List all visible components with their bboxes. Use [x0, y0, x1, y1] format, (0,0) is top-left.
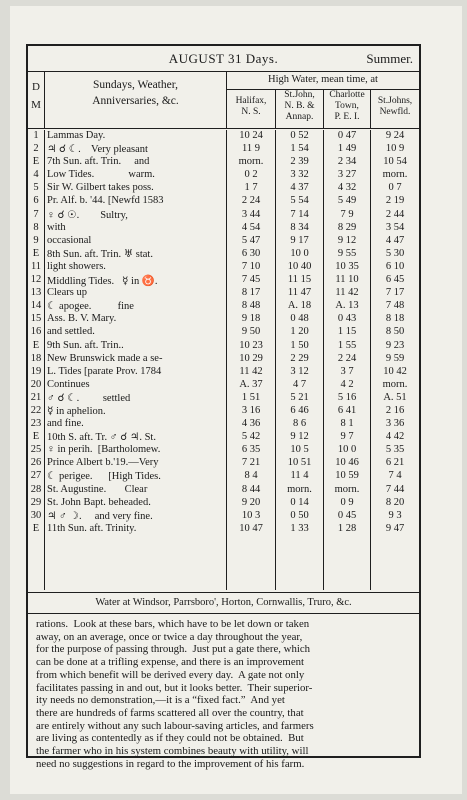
stjohn-time: 1 20 [290, 326, 309, 338]
table-row [28, 444, 419, 457]
halifax-header: Halifax, N. S. [227, 90, 276, 128]
charlottetown-time: morn. [334, 483, 360, 495]
charlottetown-time: 5 49 [337, 195, 357, 207]
table-row [28, 470, 419, 483]
windsor-note: Water at Windsor, Parrsboro', Horton, Cornwallis, Truro, &c. [28, 592, 419, 614]
event-cell: L. Tides [parate Prov. 1784 [47, 365, 162, 377]
halifax-time: 1 51 [241, 391, 261, 403]
stjohns-time: 5 35 [385, 444, 405, 456]
stjohn-header: St.John, N. B. & Annap. [276, 90, 324, 128]
event-cell: Ass. B. V. Mary. [47, 313, 117, 325]
charlottetown-time: 3 27 [337, 169, 357, 181]
day-cell: 4 [33, 169, 39, 181]
stjohns-time: 3 54 [385, 221, 405, 233]
table-row [28, 222, 419, 235]
charlottetown-time: 1 15 [337, 326, 357, 338]
table-row [28, 261, 419, 274]
charlottetown-time: 2 24 [337, 352, 357, 364]
day-cell: 27 [30, 470, 42, 482]
event-cell: ♀ ☌ ☉. Sultry, [47, 209, 128, 221]
halifax-time: 10 3 [241, 509, 261, 521]
day-cell: 13 [30, 287, 42, 299]
stjohns-time: 9 3 [388, 509, 402, 521]
day-cell: 29 [30, 496, 42, 508]
event-cell: 8th Sun. aft. Trin. ♅ stat. [47, 248, 153, 260]
sundays-weather-header: Sundays, Weather, Anniversaries, &c. [45, 71, 227, 128]
day-cell: 28 [30, 483, 42, 495]
stjohns-time: 8 50 [385, 326, 405, 338]
stjohn-time: 4 7 [292, 378, 307, 390]
stjohns-time: 2 19 [385, 195, 405, 207]
paragraph-line: for the purpose of passing through. Just put a gate there, which [36, 643, 311, 656]
halifax-time: 10 23 [239, 339, 263, 351]
charlottetown-header: Charlotte Town, P. E. I. [324, 90, 371, 128]
event-cell: ♀ in perih. [Bartholomew. [47, 444, 161, 456]
halifax-time: morn. [238, 156, 264, 168]
charlottetown-time: 10 0 [337, 444, 357, 456]
stjohns-time: 6 45 [385, 274, 405, 286]
day-of-month-header: D M [28, 71, 45, 128]
table-row [28, 143, 419, 156]
stjohn-time: 11 47 [287, 287, 312, 299]
event-cell: Low Tides. warm. [47, 169, 155, 181]
paragraph-line: rations. Look at these bars, which have to be let down or taken [36, 618, 310, 630]
halifax-time: 10 24 [239, 130, 263, 141]
stjohns-time: A. 51 [383, 391, 407, 403]
charlottetown-time: 9 55 [337, 247, 357, 259]
table-row [28, 405, 419, 418]
body-paragraph [36, 618, 414, 770]
day-cell: 12 [30, 274, 42, 286]
almanac-page [10, 6, 462, 794]
halifax-time: 10 47 [239, 522, 263, 534]
halifax-time: 8 48 [241, 300, 261, 312]
stjohns-time: 9 47 [385, 522, 405, 534]
stjohn-time: 10 5 [290, 444, 309, 456]
table-row [28, 313, 419, 326]
stjohn-time: morn. [287, 483, 312, 495]
halifax-time: 5 47 [241, 234, 261, 246]
stjohns-time: 9 59 [385, 352, 405, 364]
stjohns-time: 10 42 [383, 365, 407, 377]
halifax-time: 8 44 [241, 483, 261, 495]
day-cell: 14 [30, 300, 42, 312]
stjohn-time: 11 4 [290, 470, 309, 482]
stjohns-time: 6 21 [385, 457, 405, 469]
halifax-time: 11 42 [239, 365, 263, 377]
day-cell: 6 [33, 195, 39, 207]
season-label: Summer. [366, 51, 413, 66]
event-cell: ☿ in aphelion. [47, 405, 106, 417]
paragraph-line: there are hundreds of farms scattered all over the country, that [36, 706, 304, 719]
stjohns-header: St.Johns, Newfld. [377, 96, 413, 117]
stjohn-time: 0 52 [290, 130, 309, 141]
stjohn-time: 7 14 [290, 208, 309, 220]
table-row [28, 274, 419, 287]
stjohns-time: 7 17 [385, 287, 405, 299]
day-cell: 8 [33, 221, 39, 233]
month-title-row [28, 46, 419, 72]
stjohn-time: 8 6 [292, 418, 307, 430]
table-row [28, 497, 419, 510]
event-cell: 10th S. aft. Tr. ♂ ☌ ♃. St. [47, 432, 156, 444]
stjohn-time: 0 14 [290, 496, 309, 508]
stjohn-time: 9 12 [290, 431, 309, 443]
stjohn-time: A. 18 [287, 300, 312, 312]
stjohns-time: 10 54 [383, 156, 407, 168]
table-row [28, 523, 419, 536]
table-row [28, 182, 419, 195]
event-cell: and fine. [47, 418, 84, 430]
stjohns-time: 2 16 [385, 404, 405, 416]
table-row [28, 169, 419, 182]
day-cell: 7 [33, 208, 39, 220]
event-cell: ☾ perigee. [High Tides. [47, 471, 161, 483]
stjohn-time: 6 46 [290, 404, 309, 416]
event-cell: Lammas Day. [47, 130, 106, 141]
day-cell: 15 [30, 313, 42, 325]
stjohns-time: 5 30 [385, 247, 405, 259]
paragraph-line: can be done at a trifling expense, and there is an improvement [36, 656, 305, 669]
day-cell: 16 [30, 326, 42, 338]
charlottetown-time: 0 45 [337, 509, 357, 521]
table-row [28, 418, 419, 431]
day-cell: 25 [30, 444, 42, 456]
table-row [28, 235, 419, 248]
stjohns-time: 0 7 [388, 182, 402, 194]
day-cell: 11 [30, 260, 42, 272]
stjohn-time: 5 54 [290, 195, 309, 207]
day-cell: E [32, 156, 40, 168]
event-cell: Sir W. Gilbert takes poss. [47, 182, 154, 194]
stjohns-time: 9 23 [385, 339, 405, 351]
event-cell: Prince Albert b.'19.—Very [47, 457, 159, 469]
halifax-time: 5 42 [241, 431, 261, 443]
halifax-time: 8 17 [241, 287, 261, 299]
stjohns-time: 9 24 [385, 130, 405, 141]
halifax-time: 9 20 [241, 496, 261, 508]
paragraph-line: the farmer who in his system combines beauty with utility, will [36, 745, 309, 758]
charlottetown-time: 8 29 [337, 221, 357, 233]
stjohns-time: morn. [382, 378, 408, 390]
stjohn-time: 0 50 [290, 509, 309, 521]
table-row [28, 366, 419, 379]
high-water-header: High Water, mean time, at [227, 71, 419, 90]
table-row [28, 300, 419, 313]
charlottetown-time: 4 32 [337, 182, 357, 194]
table-row [28, 326, 419, 339]
event-cell: St. Augustine. Clear [47, 483, 148, 495]
stjohn-time: 10 40 [287, 260, 312, 272]
stjohns-time: morn. [382, 169, 408, 181]
day-cell: 18 [30, 352, 42, 364]
table-row [28, 431, 419, 444]
day-cell: 21 [30, 391, 42, 403]
table-row [28, 209, 419, 222]
stjohn-time: 4 37 [290, 182, 309, 194]
table-row [28, 353, 419, 366]
charlottetown-time: 1 49 [337, 143, 357, 155]
charlottetown-time: 11 10 [335, 274, 359, 286]
charlottetown-time: 1 28 [337, 522, 357, 534]
stjohns-time: 7 44 [385, 483, 405, 495]
stjohns-time: 2 44 [385, 208, 405, 220]
almanac-table [26, 44, 421, 770]
day-cell: 26 [30, 457, 42, 469]
table-row [28, 195, 419, 208]
charlottetown-time: 4 2 [340, 378, 354, 390]
event-cell: light showers. [47, 260, 106, 272]
table-row [28, 156, 419, 169]
table-row [28, 510, 419, 523]
charlottetown-time: 0 43 [337, 313, 357, 325]
stjohn-time: 1 33 [290, 522, 309, 534]
day-cell: 9 [33, 234, 39, 246]
stjohn-time: 0 48 [290, 313, 309, 325]
halifax-time: 7 45 [241, 274, 261, 286]
charlottetown-time: 1 55 [337, 339, 357, 351]
charlottetown-time: 9 7 [340, 431, 354, 443]
event-cell: with [47, 221, 66, 233]
halifax-time: 7 10 [241, 260, 261, 272]
charlottetown-time: A. 13 [335, 300, 359, 312]
paragraph-line: are living as contentedly as if they could not be obtained. But [36, 732, 304, 745]
charlottetown-time: 0 47 [337, 130, 357, 141]
day-cell: E [32, 522, 40, 534]
paragraph-line: ity needs no demonstration,—it is a “fixed fact.” And yet [36, 694, 285, 707]
month-title: AUGUST 31 Days. [168, 51, 279, 66]
day-cell: 19 [30, 365, 42, 377]
halifax-time: 11 9 [242, 143, 260, 155]
stjohn-time: 9 17 [290, 234, 309, 246]
stjohns-time: 4 42 [385, 431, 405, 443]
stjohn-time: 5 21 [290, 391, 309, 403]
stjohns-time: 3 36 [385, 418, 405, 430]
stjohns-time: 7 48 [385, 300, 405, 312]
charlottetown-time: 5 16 [337, 391, 357, 403]
paragraph-line: facilitates passing in and out, but it looks better. Their superior- [36, 681, 313, 694]
event-cell: ♃ ♂ ☽. and very fine. [47, 510, 153, 522]
stjohns-time: 4 47 [385, 234, 405, 246]
stjohns-time: 8 18 [385, 313, 405, 325]
stjohn-time: 1 50 [290, 339, 309, 351]
paragraph-line: away, on an average, once or twice a day throughout the year, [36, 630, 303, 643]
stjohn-time: 10 51 [287, 457, 312, 469]
day-cell: 22 [30, 404, 42, 416]
day-cell: 5 [33, 182, 39, 194]
charlottetown-time: 6 41 [337, 404, 357, 416]
table-row [28, 484, 419, 497]
table-row [28, 392, 419, 405]
halifax-time: 1 7 [244, 182, 258, 194]
halifax-time: 6 30 [241, 247, 261, 259]
paragraph-line: are entirely without any such labour-saving articles, and farmers [36, 719, 314, 732]
event-cell: ♃ ☌ ☾. Very pleasant [47, 144, 148, 156]
tide-rows [28, 130, 419, 536]
stjohns-time: 10 9 [385, 143, 405, 155]
stjohn-time: 3 32 [290, 169, 309, 181]
paragraph-line: need no suggestions in regard to the improvement of his farm. [36, 757, 305, 770]
event-cell: St. John Bapt. beheaded. [47, 496, 151, 508]
day-cell: 23 [30, 418, 42, 430]
charlottetown-time: 8 1 [340, 418, 354, 430]
event-cell: Continues [47, 378, 90, 390]
table-row [28, 457, 419, 470]
halifax-time: 6 35 [241, 444, 261, 456]
charlottetown-time: 9 12 [337, 234, 357, 246]
halifax-time: 7 21 [241, 457, 261, 469]
charlottetown-time: 3 7 [340, 365, 354, 377]
day-cell: 20 [30, 378, 42, 390]
event-cell: occasional [47, 234, 92, 246]
halifax-time: 0 2 [244, 169, 258, 181]
stjohn-time: 2 29 [290, 352, 309, 364]
stjohn-time: 1 54 [290, 143, 309, 155]
halifax-time: 3 44 [241, 208, 261, 220]
event-cell: 11th Sun. aft. Trinity. [47, 522, 137, 534]
table-row [28, 130, 419, 143]
halifax-time: 4 54 [241, 221, 261, 233]
halifax-time: A. 37 [239, 378, 263, 390]
day-cell: 2 [33, 143, 39, 155]
stjohn-time: 2 39 [290, 156, 309, 168]
event-cell: 7th Sun. aft. Trin. and [47, 156, 150, 168]
event-cell: Middling Tides. ☿ in ♉. [47, 276, 158, 288]
stjohns-time: 8 20 [385, 496, 405, 508]
charlottetown-time: 2 34 [337, 156, 357, 168]
stjohn-time: 8 34 [290, 221, 309, 233]
table-header [28, 71, 419, 129]
day-cell: E [32, 247, 40, 259]
halifax-time: 4 36 [241, 418, 261, 430]
halifax-time: 2 24 [241, 195, 261, 207]
charlottetown-time: 0 9 [340, 496, 354, 508]
day-cell: 30 [30, 509, 42, 521]
event-cell: Clears up [47, 287, 87, 299]
halifax-time: 8 4 [244, 470, 258, 482]
table-row [28, 248, 419, 261]
event-cell: ♂ ☌ ☾. settled [47, 392, 131, 404]
halifax-time: 10 29 [239, 352, 263, 364]
halifax-time: 3 16 [241, 404, 261, 416]
halifax-time: 9 18 [241, 313, 261, 325]
event-cell: 9th Sun. aft. Trin.. [47, 339, 124, 351]
table-row [28, 340, 419, 353]
stjohns-time: 7 4 [388, 470, 402, 482]
event-cell: Pr. Alf. b. '44. [Newfd 1583 [47, 195, 164, 207]
stjohn-time: 3 12 [290, 365, 309, 377]
day-cell: E [32, 431, 40, 443]
table-row [28, 287, 419, 300]
charlottetown-time: 10 59 [335, 470, 359, 482]
event-cell: ☾ apogee. fine [47, 301, 134, 313]
table-row [28, 379, 419, 392]
stjohns-time: 6 10 [385, 260, 405, 272]
day-cell: E [32, 339, 40, 351]
charlottetown-time: 7 9 [340, 208, 354, 220]
charlottetown-time: 10 35 [335, 260, 359, 272]
halifax-time: 9 50 [241, 326, 261, 338]
day-cell: 1 [33, 130, 39, 141]
paragraph-line: from which benefit will be derived every day. A gate not only [36, 668, 305, 681]
event-cell: and settled. [47, 326, 95, 338]
event-cell: New Brunswick made a se- [47, 352, 163, 364]
charlottetown-time: 10 46 [335, 457, 359, 469]
stjohn-time: 11 15 [287, 274, 312, 286]
stjohn-time: 10 0 [290, 247, 309, 259]
charlottetown-time: 11 42 [335, 287, 359, 299]
